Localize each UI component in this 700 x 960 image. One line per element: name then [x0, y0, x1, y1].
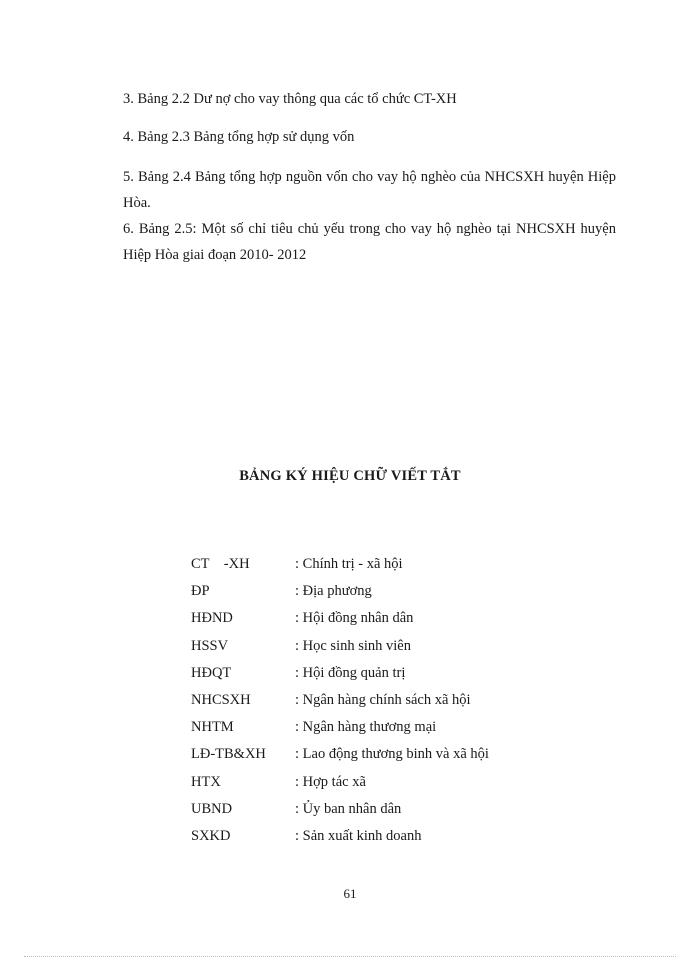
abbreviation-meaning: : Ngân hàng chính sách xã hội	[295, 692, 471, 709]
page-number: 61	[343, 886, 357, 901]
table-row	[191, 769, 489, 796]
table-row	[191, 578, 489, 605]
abbreviation: LĐ-TB&XH	[191, 746, 266, 763]
list-item: 4. Bảng 2.3 Bảng tổng hợp sử dụng vốn	[123, 129, 355, 145]
table-row	[191, 551, 489, 578]
abbreviation: NHCSXH	[191, 692, 251, 709]
abbreviation: HTX	[191, 773, 221, 790]
abbreviations-title: BẢNG KÝ HIỆU CHỮ VIẾT TẮT	[239, 468, 461, 484]
table-row	[191, 823, 489, 850]
table-row	[191, 714, 489, 741]
abbreviation-meaning: : Hợp tác xã	[295, 773, 366, 790]
abbreviation-meaning: : Hội đồng nhân dân	[295, 610, 414, 627]
list-item: 6. Bảng 2.5: Một số chỉ tiêu chủ yếu trong cho vay hộ nghèo tại NHCSXH huyện Hiệp Hòa giai đoạn 2010- 2012	[123, 221, 616, 263]
abbreviation-meaning: : Ủy ban nhân dân	[295, 800, 402, 817]
abbreviation-meaning: : Sản xuất kinh doanh	[295, 827, 422, 844]
abbreviation: HĐND	[191, 610, 233, 627]
abbreviation-meaning: : Ngân hàng thương mại	[295, 719, 437, 736]
abbreviation-meaning: : Học sinh sinh viên	[295, 637, 411, 654]
abbreviation-meaning: : Địa phương	[295, 583, 372, 600]
abbreviation-meaning: : Chính trị - xã hội	[295, 556, 403, 573]
table-row	[191, 796, 489, 823]
table-list	[123, 86, 616, 268]
table-row	[191, 741, 489, 768]
page-bottom-divider	[24, 956, 676, 957]
abbreviation: UBND	[191, 800, 233, 817]
abbreviation: SXKD	[191, 827, 231, 844]
abbreviation: HĐQT	[191, 664, 232, 681]
table-row	[191, 605, 489, 632]
list-item: 5. Bảng 2.4 Bảng tổng hợp nguồn vốn cho vay hộ nghèo của NHCSXH huyện Hiệp Hòa.	[123, 169, 616, 211]
abbreviation: ĐP	[191, 583, 210, 600]
table-row	[191, 687, 489, 714]
abbreviation: HSSV	[191, 637, 229, 654]
abbreviation-meaning: : Hội đồng quản trị	[295, 664, 406, 681]
abbreviations-table	[191, 551, 489, 850]
list-item: 3. Bảng 2.2 Dư nợ cho vay thông qua các tổ chức CT-XH	[123, 91, 457, 107]
abbreviation: NHTM	[191, 719, 234, 736]
abbreviation: CT -XH	[191, 556, 250, 573]
table-row	[191, 633, 489, 660]
table-row	[191, 660, 489, 687]
abbreviation-meaning: : Lao động thương binh và xã hội	[295, 746, 489, 763]
